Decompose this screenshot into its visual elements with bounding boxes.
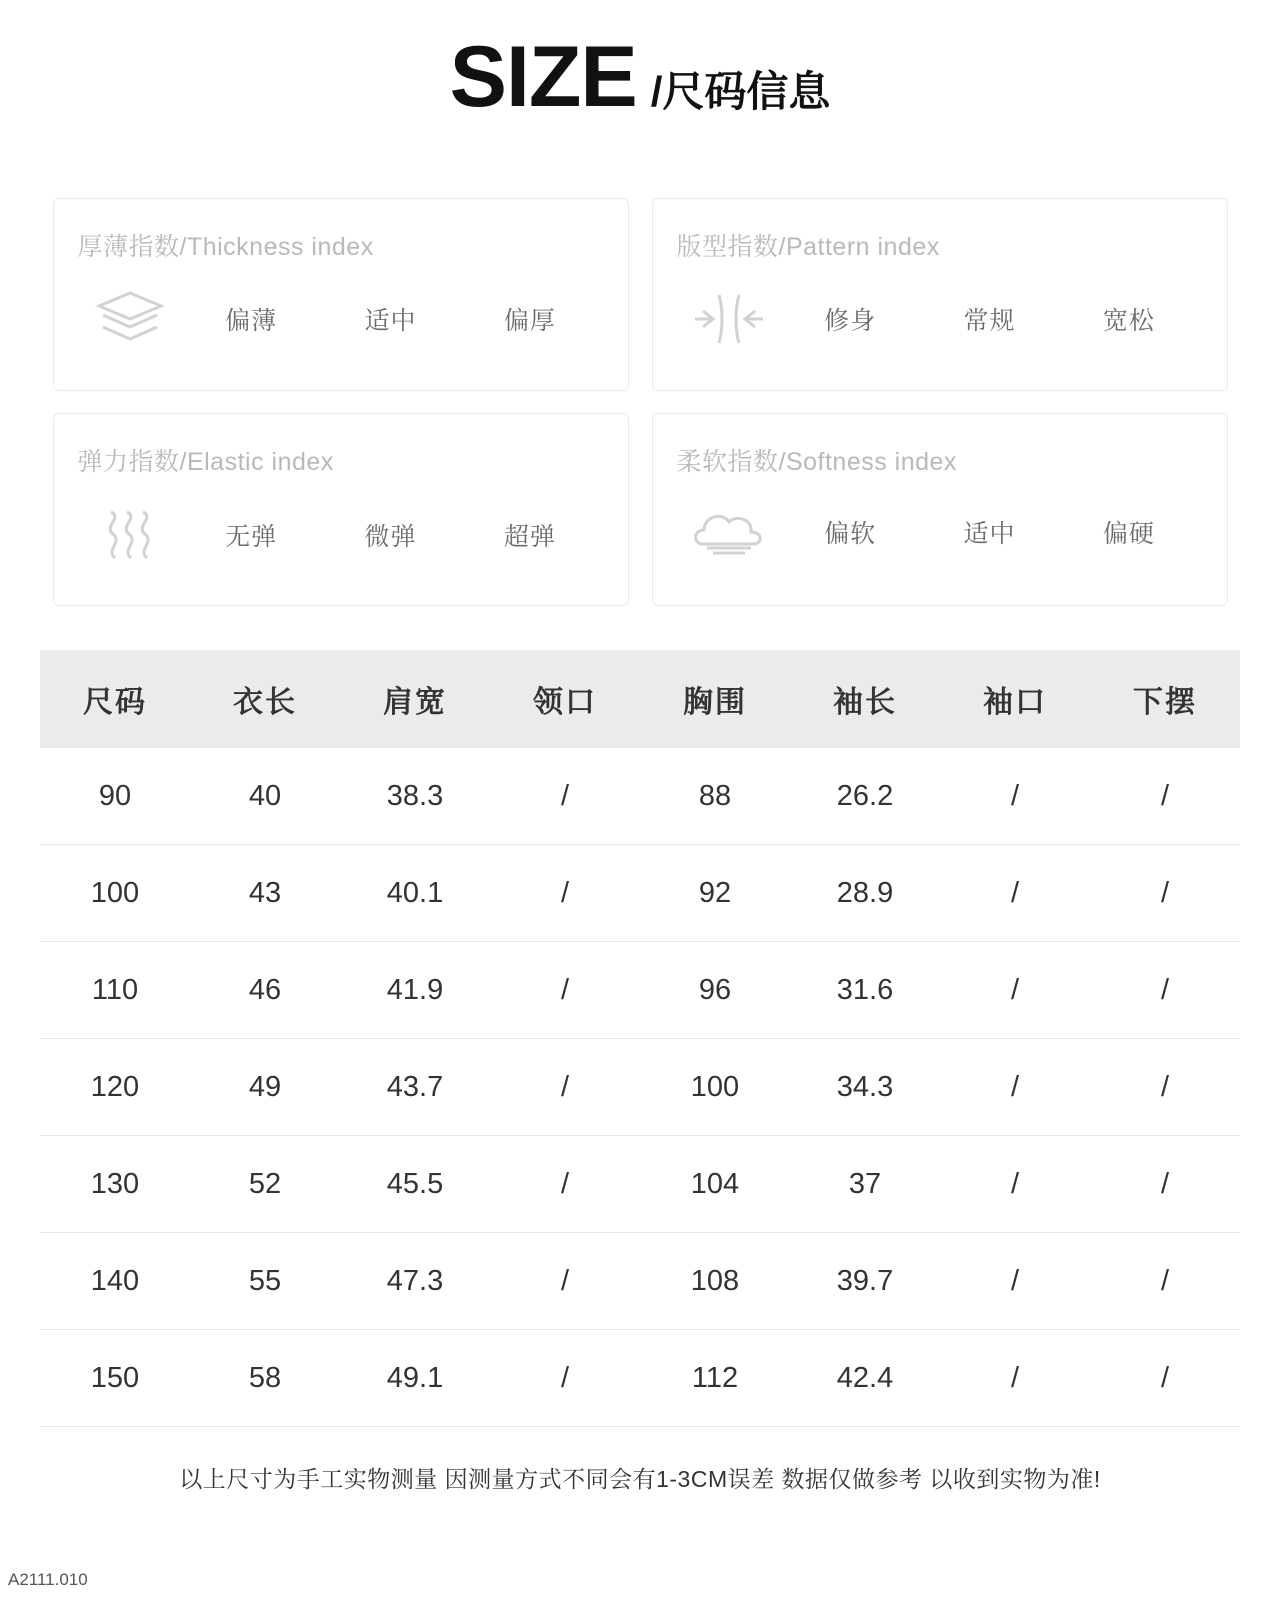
table-cell: /	[490, 845, 640, 942]
card-options	[182, 301, 606, 337]
table-cell: /	[1090, 942, 1240, 1039]
table-cell: 52	[190, 1136, 340, 1233]
layers-icon	[78, 289, 182, 349]
table-cell: 100	[40, 845, 190, 942]
card-option: 修身	[824, 307, 877, 335]
table-cell: /	[1090, 748, 1240, 845]
table-cell: 110	[40, 942, 190, 1039]
table-cell: 100	[640, 1039, 790, 1136]
card-body	[78, 504, 606, 566]
card-option: 适中	[364, 307, 417, 335]
table-cell: 49.1	[340, 1330, 490, 1427]
card-option: 偏软	[824, 520, 877, 548]
table-cell: 38.3	[340, 748, 490, 845]
card-option: 无弹	[225, 523, 278, 551]
card-thickness-index	[53, 198, 629, 391]
product-code: A2111.010	[8, 1570, 88, 1589]
table-cell: 46	[190, 942, 340, 1039]
table-header-cell: 下摆	[1090, 650, 1240, 748]
table-header-cell: 袖长	[790, 650, 940, 748]
index-cards	[53, 198, 1228, 606]
table-header-row	[40, 650, 1240, 748]
table-cell: 41.9	[340, 942, 490, 1039]
table-cell: 26.2	[790, 748, 940, 845]
table-header	[40, 650, 1240, 748]
arrows-inward-icon	[677, 289, 781, 349]
card-option: 适中	[963, 520, 1016, 548]
table-cell: 47.3	[340, 1233, 490, 1330]
table-header-cell: 尺码	[40, 650, 190, 748]
card-option: 宽松	[1102, 307, 1155, 335]
table-cell: 112	[640, 1330, 790, 1427]
title-sub: /尺码信息	[650, 68, 831, 115]
card-elastic-index	[53, 413, 629, 606]
card-title: 厚薄指数/Thickness index	[77, 233, 374, 261]
card-option: 超弹	[503, 523, 556, 551]
page-title	[0, 0, 1280, 125]
table-cell: 96	[640, 942, 790, 1039]
table-header-cell: 肩宽	[340, 650, 490, 748]
table-row	[40, 748, 1240, 845]
table-body	[40, 748, 1240, 1427]
card-body	[78, 289, 606, 349]
table-cell: /	[1090, 1039, 1240, 1136]
table-cell: /	[940, 748, 1090, 845]
table-cell: 43.7	[340, 1039, 490, 1136]
table-cell: 39.7	[790, 1233, 940, 1330]
card-option: 常规	[963, 307, 1016, 335]
table-cell: /	[490, 1039, 640, 1136]
table-row	[40, 1330, 1240, 1427]
table-cell: /	[1090, 1233, 1240, 1330]
table-cell: 43	[190, 845, 340, 942]
table-cell: 140	[40, 1233, 190, 1330]
table-cell: /	[1090, 1136, 1240, 1233]
card-softness-index	[652, 413, 1228, 606]
table-cell: 120	[40, 1039, 190, 1136]
table-cell: 45.5	[340, 1136, 490, 1233]
table-cell: 49	[190, 1039, 340, 1136]
wave-lines-icon	[78, 504, 182, 566]
card-options	[182, 517, 606, 553]
table-cell: /	[1090, 1330, 1240, 1427]
table-cell: 104	[640, 1136, 790, 1233]
table-cell: 108	[640, 1233, 790, 1330]
table-header-cell: 领口	[490, 650, 640, 748]
card-option: 微弹	[364, 523, 417, 551]
card-pattern-index	[652, 198, 1228, 391]
size-table	[40, 650, 1240, 1427]
table-cell: 40	[190, 748, 340, 845]
table-row	[40, 1233, 1240, 1330]
table-row	[40, 942, 1240, 1039]
card-options	[781, 514, 1205, 550]
card-title: 柔软指数/Softness index	[676, 448, 957, 476]
table-cell: 130	[40, 1136, 190, 1233]
table-cell: /	[940, 1136, 1090, 1233]
table-cell: /	[1090, 845, 1240, 942]
table-cell: 90	[40, 748, 190, 845]
table-cell: /	[940, 1039, 1090, 1136]
table-cell: /	[940, 1330, 1090, 1427]
card-option: 偏硬	[1102, 520, 1155, 548]
table-cell: /	[940, 845, 1090, 942]
table-cell: /	[490, 748, 640, 845]
card-title: 弹力指数/Elastic index	[77, 448, 334, 476]
measurement-disclaimer: 以上尺寸为手工实物测量 因测量方式不同会有1-3CM误差 数据仅做参考 以收到实物为准!	[179, 1466, 1101, 1492]
table-cell: 55	[190, 1233, 340, 1330]
table-row	[40, 845, 1240, 942]
table-cell: 40.1	[340, 845, 490, 942]
card-body	[677, 289, 1205, 349]
table-cell: /	[940, 942, 1090, 1039]
table-cell: /	[490, 1233, 640, 1330]
table-cell: 58	[190, 1330, 340, 1427]
title-main: SIZE	[449, 29, 637, 125]
table-cell: 150	[40, 1330, 190, 1427]
card-option: 偏厚	[503, 307, 556, 335]
cloud-icon	[677, 504, 781, 560]
size-table-wrapper	[40, 650, 1240, 1427]
card-options	[781, 301, 1205, 337]
table-cell: 28.9	[790, 845, 940, 942]
table-cell: 34.3	[790, 1039, 940, 1136]
table-header-cell: 袖口	[940, 650, 1090, 748]
table-cell: 88	[640, 748, 790, 845]
card-title: 版型指数/Pattern index	[676, 233, 940, 261]
table-cell: 37	[790, 1136, 940, 1233]
table-cell: /	[490, 942, 640, 1039]
table-cell: /	[940, 1233, 1090, 1330]
card-option: 偏薄	[225, 307, 278, 335]
table-row	[40, 1136, 1240, 1233]
card-body	[677, 504, 1205, 560]
table-cell: /	[490, 1330, 640, 1427]
table-cell: 92	[640, 845, 790, 942]
table-header-cell: 衣长	[190, 650, 340, 748]
table-cell: /	[490, 1136, 640, 1233]
table-cell: 42.4	[790, 1330, 940, 1427]
table-row	[40, 1039, 1240, 1136]
table-header-cell: 胸围	[640, 650, 790, 748]
table-cell: 31.6	[790, 942, 940, 1039]
